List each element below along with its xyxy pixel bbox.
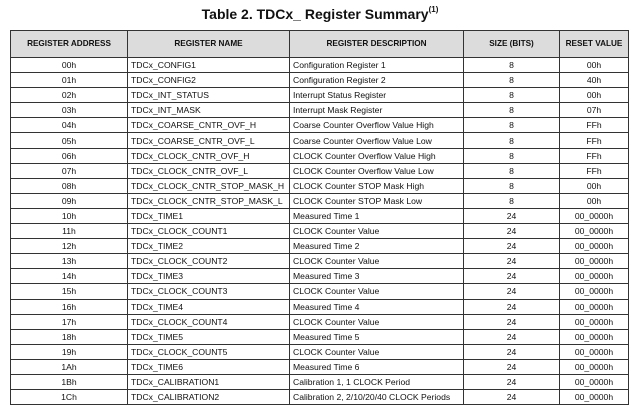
cell-size-bits: 8 — [464, 58, 560, 73]
cell-register-description: Coarse Counter Overflow Value Low — [290, 133, 464, 148]
cell-reset-value: 00h — [560, 178, 629, 193]
cell-register-address: 00h — [11, 58, 128, 73]
cell-register-name: TDCx_CLOCK_CNTR_OVF_H — [128, 148, 290, 163]
cell-reset-value: 40h — [560, 73, 629, 88]
cell-register-name: TDCx_CLOCK_CNTR_STOP_MASK_H — [128, 178, 290, 193]
table-title — [0, 6, 640, 22]
cell-register-address: 17h — [11, 314, 128, 329]
cell-register-description: Measured Time 6 — [290, 359, 464, 374]
cell-reset-value: 00_0000h — [560, 269, 629, 284]
cell-size-bits: 8 — [464, 118, 560, 133]
cell-size-bits: 8 — [464, 178, 560, 193]
cell-size-bits: 24 — [464, 299, 560, 314]
cell-register-name: TDCx_CALIBRATION1 — [128, 374, 290, 389]
cell-reset-value: 00_0000h — [560, 390, 629, 405]
cell-register-name: TDCx_COARSE_CNTR_OVF_H — [128, 118, 290, 133]
cell-register-address: 06h — [11, 148, 128, 163]
table-row — [11, 133, 629, 148]
cell-register-name: TDCx_CLOCK_COUNT2 — [128, 254, 290, 269]
cell-register-description: Configuration Register 1 — [290, 58, 464, 73]
cell-register-address: 18h — [11, 329, 128, 344]
cell-register-name: TDCx_TIME5 — [128, 329, 290, 344]
cell-reset-value: 07h — [560, 103, 629, 118]
cell-register-name: TDCx_CLOCK_COUNT1 — [128, 224, 290, 239]
table-row — [11, 103, 629, 118]
cell-size-bits: 24 — [464, 254, 560, 269]
cell-size-bits: 24 — [464, 284, 560, 299]
cell-size-bits: 8 — [464, 103, 560, 118]
header-register-description: REGISTER DESCRIPTION — [290, 31, 464, 58]
header-size-bits: SIZE (BITS) — [464, 31, 560, 58]
table-row — [11, 299, 629, 314]
cell-register-name: TDCx_CLOCK_COUNT5 — [128, 344, 290, 359]
table-row — [11, 178, 629, 193]
cell-reset-value: 00_0000h — [560, 359, 629, 374]
table-row — [11, 284, 629, 299]
cell-register-name: TDCx_CALIBRATION2 — [128, 390, 290, 405]
table-row — [11, 118, 629, 133]
cell-register-description: CLOCK Counter Value — [290, 284, 464, 299]
cell-register-address: 05h — [11, 133, 128, 148]
cell-size-bits: 8 — [464, 148, 560, 163]
cell-size-bits: 24 — [464, 344, 560, 359]
cell-register-description: Measured Time 5 — [290, 329, 464, 344]
cell-register-address: 02h — [11, 88, 128, 103]
cell-register-address: 01h — [11, 73, 128, 88]
header-register-address: REGISTER ADDRESS — [11, 31, 128, 58]
cell-size-bits: 24 — [464, 239, 560, 254]
table-header-row — [11, 31, 629, 58]
cell-register-description: CLOCK Counter Overflow Value High — [290, 148, 464, 163]
table-row — [11, 224, 629, 239]
cell-reset-value: 00_0000h — [560, 239, 629, 254]
cell-size-bits: 8 — [464, 163, 560, 178]
cell-register-description: Measured Time 1 — [290, 208, 464, 223]
cell-size-bits: 24 — [464, 359, 560, 374]
cell-reset-value: FFh — [560, 148, 629, 163]
cell-register-description: Interrupt Mask Register — [290, 103, 464, 118]
cell-size-bits: 8 — [464, 88, 560, 103]
cell-size-bits: 24 — [464, 390, 560, 405]
cell-register-name: TDCx_CONFIG2 — [128, 73, 290, 88]
cell-size-bits: 8 — [464, 73, 560, 88]
table-row — [11, 208, 629, 223]
cell-reset-value: 00_0000h — [560, 314, 629, 329]
cell-size-bits: 8 — [464, 193, 560, 208]
cell-register-name: TDCx_CLOCK_CNTR_STOP_MASK_L — [128, 193, 290, 208]
cell-register-name: TDCx_CLOCK_COUNT4 — [128, 314, 290, 329]
header-register-name: REGISTER NAME — [128, 31, 290, 58]
cell-register-description: Calibration 2, 2/10/20/40 CLOCK Periods — [290, 390, 464, 405]
cell-register-description: Coarse Counter Overflow Value High — [290, 118, 464, 133]
title-footnote: (1) — [428, 5, 439, 15]
cell-register-description: Measured Time 3 — [290, 269, 464, 284]
cell-size-bits: 8 — [464, 133, 560, 148]
cell-register-address: 1Ch — [11, 390, 128, 405]
cell-register-name: TDCx_TIME1 — [128, 208, 290, 223]
cell-register-description: Configuration Register 2 — [290, 73, 464, 88]
cell-register-description: Interrupt Status Register — [290, 88, 464, 103]
cell-size-bits: 24 — [464, 269, 560, 284]
cell-register-description: Calibration 1, 1 CLOCK Period — [290, 374, 464, 389]
cell-register-address: 1Ah — [11, 359, 128, 374]
cell-register-description: Measured Time 4 — [290, 299, 464, 314]
table-row — [11, 88, 629, 103]
cell-size-bits: 24 — [464, 374, 560, 389]
cell-register-description: Measured Time 2 — [290, 239, 464, 254]
cell-register-address: 11h — [11, 224, 128, 239]
cell-register-address: 10h — [11, 208, 128, 223]
table-row — [11, 148, 629, 163]
cell-register-name: TDCx_CONFIG1 — [128, 58, 290, 73]
header-reset-value: RESET VALUE — [560, 31, 629, 58]
cell-reset-value: FFh — [560, 118, 629, 133]
cell-register-name: TDCx_TIME4 — [128, 299, 290, 314]
cell-reset-value: FFh — [560, 163, 629, 178]
cell-reset-value: 00_0000h — [560, 208, 629, 223]
table-row — [11, 58, 629, 73]
cell-size-bits: 24 — [464, 208, 560, 223]
cell-size-bits: 24 — [464, 329, 560, 344]
table-row — [11, 359, 629, 374]
table-row — [11, 390, 629, 405]
register-summary-table — [10, 30, 629, 405]
table-row — [11, 329, 629, 344]
cell-register-name: TDCx_INT_MASK — [128, 103, 290, 118]
cell-reset-value: 00_0000h — [560, 224, 629, 239]
cell-register-name: TDCx_TIME6 — [128, 359, 290, 374]
cell-register-address: 12h — [11, 239, 128, 254]
cell-register-address: 03h — [11, 103, 128, 118]
cell-register-address: 13h — [11, 254, 128, 269]
cell-size-bits: 24 — [464, 224, 560, 239]
cell-register-name: TDCx_COARSE_CNTR_OVF_L — [128, 133, 290, 148]
cell-reset-value: 00_0000h — [560, 299, 629, 314]
cell-reset-value: 00_0000h — [560, 374, 629, 389]
table-row — [11, 269, 629, 284]
cell-reset-value: 00h — [560, 58, 629, 73]
table-row — [11, 239, 629, 254]
table-row — [11, 344, 629, 359]
cell-reset-value: 00_0000h — [560, 254, 629, 269]
table-row — [11, 314, 629, 329]
table-row — [11, 163, 629, 178]
cell-register-name: TDCx_TIME3 — [128, 269, 290, 284]
cell-register-name: TDCx_INT_STATUS — [128, 88, 290, 103]
cell-register-description: CLOCK Counter Overflow Value Low — [290, 163, 464, 178]
cell-register-description: CLOCK Counter STOP Mask High — [290, 178, 464, 193]
cell-register-description: CLOCK Counter Value — [290, 224, 464, 239]
cell-register-address: 08h — [11, 178, 128, 193]
cell-register-description: CLOCK Counter Value — [290, 314, 464, 329]
cell-register-address: 19h — [11, 344, 128, 359]
cell-register-address: 07h — [11, 163, 128, 178]
cell-reset-value: 00_0000h — [560, 344, 629, 359]
table-body — [11, 58, 629, 405]
cell-reset-value: 00h — [560, 193, 629, 208]
cell-register-name: TDCx_TIME2 — [128, 239, 290, 254]
cell-reset-value: 00h — [560, 88, 629, 103]
cell-register-name: TDCx_CLOCK_COUNT3 — [128, 284, 290, 299]
cell-register-description: CLOCK Counter STOP Mask Low — [290, 193, 464, 208]
cell-reset-value: 00_0000h — [560, 329, 629, 344]
table-row — [11, 73, 629, 88]
cell-register-address: 1Bh — [11, 374, 128, 389]
cell-register-address: 16h — [11, 299, 128, 314]
cell-reset-value: 00_0000h — [560, 284, 629, 299]
table-row — [11, 193, 629, 208]
cell-size-bits: 24 — [464, 314, 560, 329]
cell-register-address: 09h — [11, 193, 128, 208]
cell-register-address: 04h — [11, 118, 128, 133]
table-row — [11, 374, 629, 389]
cell-register-description: CLOCK Counter Value — [290, 344, 464, 359]
cell-register-address: 15h — [11, 284, 128, 299]
cell-register-name: TDCx_CLOCK_CNTR_OVF_L — [128, 163, 290, 178]
cell-register-description: CLOCK Counter Value — [290, 254, 464, 269]
table-row — [11, 254, 629, 269]
table-title-text: Table 2. TDCx_ Register Summary — [201, 6, 429, 22]
cell-register-address: 14h — [11, 269, 128, 284]
cell-reset-value: FFh — [560, 133, 629, 148]
